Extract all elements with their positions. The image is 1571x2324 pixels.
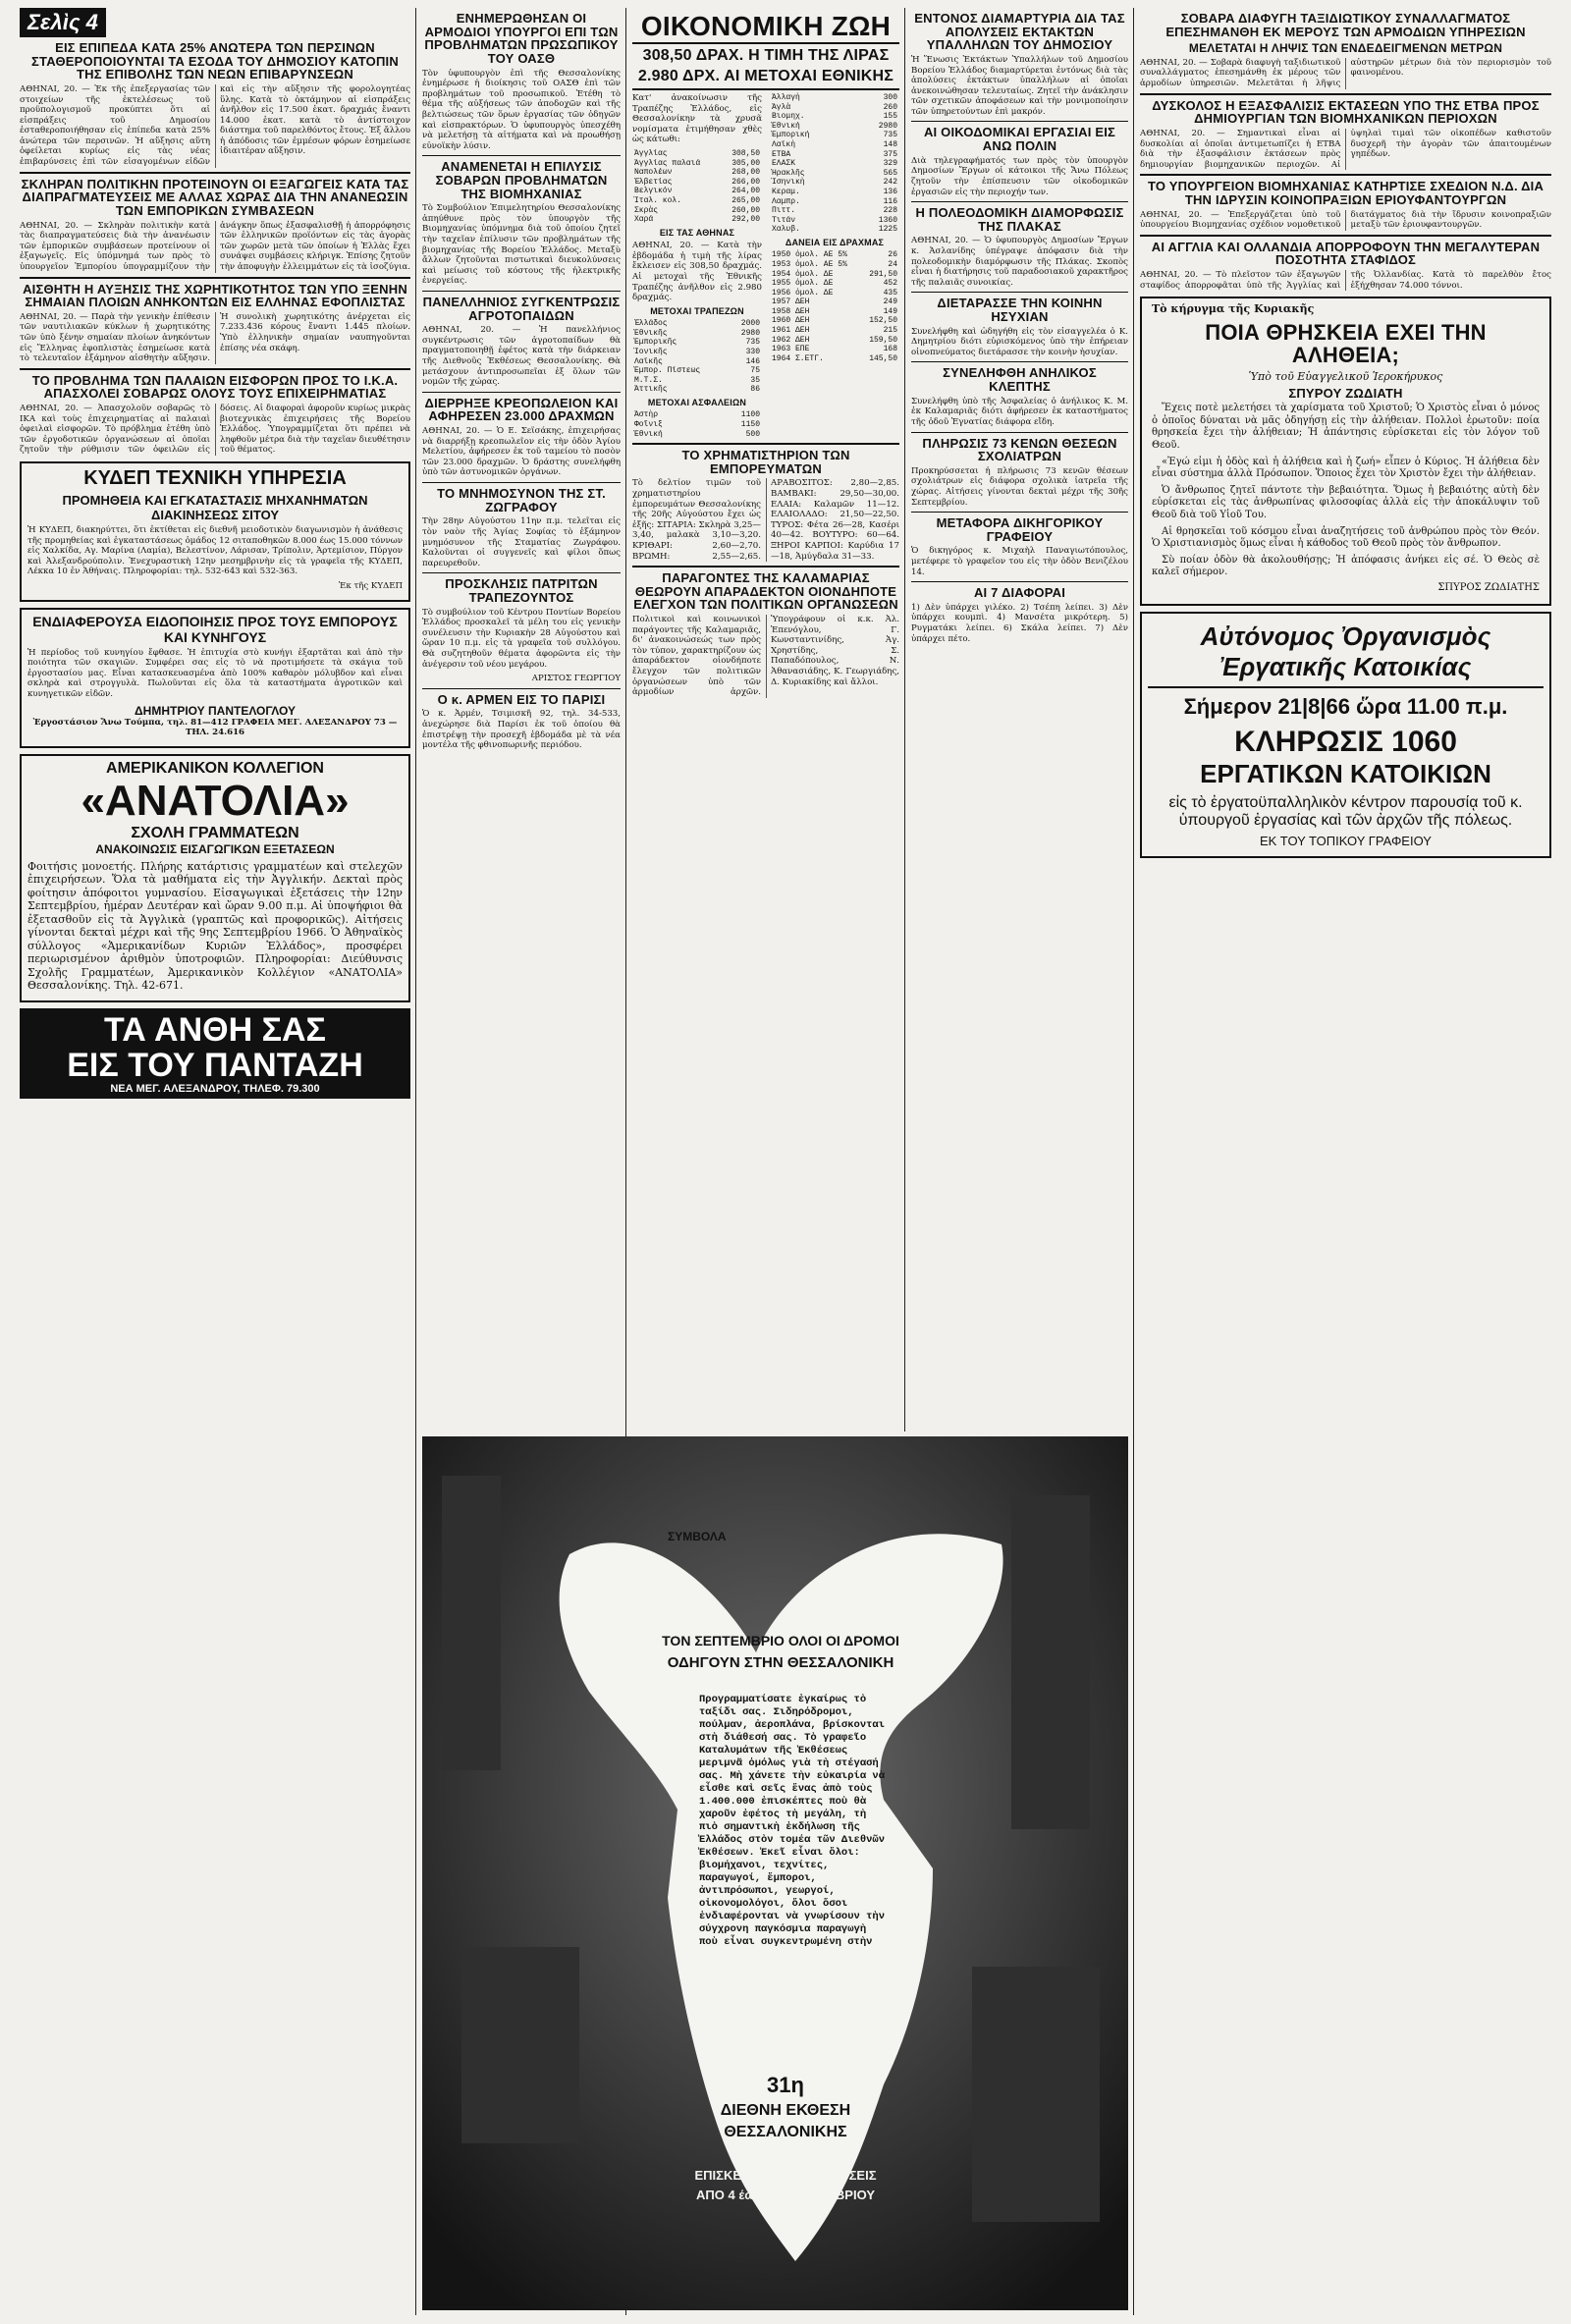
- rate-label: Φοῖνιξ: [634, 419, 663, 429]
- rate-label: Ἰσηνικὴ: [772, 178, 805, 188]
- article-text: Τὸ Συμβούλιον Ἐπιμελητηρίου Θεσσαλονίκης ἀπηύθυνε πρὸς τὸν ὑπουργὸν τῆς Βιομηχανίας ὑπόμνημα διὰ τοῦ ὁποίου ζητεῖ τὴν ταχεῖαν ἐπίλυσιν τῶν προβλημάτων τῆς βιομηχανίας τῆς Βορείου Ἑλλάδος. Μεταξὺ ἄλλων ζητοῦνται πιστωτικαὶ διευκολύνσεις καὶ μείωσις τοῦ κόστους τῆς ἠλεκτρικῆς ἐνεργείας.: [422, 203, 621, 287]
- table-row: [770, 93, 899, 103]
- rate-label: 1954 ὁμολ. ΔΕ: [772, 269, 834, 279]
- rate-label: Κεραμ.: [772, 187, 800, 196]
- fair-dates: ΑΠΟ 4 έως 25 ΣΕΠΤΕΜΒΡΙΟΥ: [695, 2188, 876, 2202]
- rate-value: 136: [883, 187, 897, 196]
- table-row: [770, 131, 899, 140]
- article-text: ΑΘΗΝΑΙ, 20. — Ἡ πανελλήνιος συγκέντρωσις τῶν ἀγροτοπαίδων θὰ πραγματοποιηθῇ ἐφέτος κατὰ τὴν διάρκειαν τῆς Διεθνοῦς Ἐκθέσεως Θεσσαλονίκης. Θὰ μετάσχουν ἀντιπροσωπεῖαι ἐξ ὅλων τῶν νομῶν τῆς χώρας.: [422, 325, 621, 388]
- rate-value: 260: [883, 102, 897, 112]
- rate-label: 1950 ὁμολ. ΑΕ 5%: [772, 250, 847, 260]
- headline: ΜΕΤΑΦΟΡΑ ΔΙΚΗΓΟΡΙΚΟΥ ΓΡΑΦΕΙΟΥ: [936, 515, 1104, 544]
- divider: [1140, 235, 1551, 237]
- headline: ΤΟ ΧΡΗΜΑΤΙΣΤΗΡΙΟΝ ΤΩΝ ΕΜΠΟΡΕΥΜΑΤΩΝ: [681, 448, 850, 476]
- fair-name: ΔΙΕΘΝΗ ΕΚΘΕΣΗ: [720, 2102, 851, 2119]
- rate-label: Ἑλβετίας: [634, 177, 673, 187]
- table-row: [632, 319, 762, 329]
- table-row: [770, 270, 899, 280]
- table-row: [632, 420, 762, 430]
- rate-label: ΕΛΑΣΚ: [772, 159, 796, 169]
- ad-body: Φοιτήσις μονοετής. Πλήρης κατάρτισις γραμματέων καὶ στελεχῶν ἐπιχειρήσεων. Ὅλα τὰ μαθήματα εἰς τὴν Ἀγγλικήν. Δεκταὶ πρὸς φοίτησιν ἀπόφοιτοι γυμνασίου. Εἰσαγωγικαὶ ἐξετάσεις τὴν 12ην Σεπτεμβρίου, ἡμέραν Δευτέραν καὶ ὥραν 9.00 π.μ. Αἱ ὑποψήφιοι θὰ ἐξετασθοῦν εἰς τὰ Ἀγγλικὰ (γραπτῶς καὶ προφορικῶς). Αἰτήσεις γίνονται δεκταὶ μέχρι καὶ τῆς 9ης Σεπτεμβρίου 1966. Ὁ Ἀθηναϊκὸς σύλλογος «Ἀμερικανίδων Κυριῶν Ἑλλάδος», προσφέρει περιωρισμένον ἀριθμὸν ὑποτροφιῶν. Πληροφορίαι: Διεύθυνσις Σχολῆς Γραμματέων, Ἀμερικανικὸν Κολλέγιον «ΑΝΑΤΟΛΙΑ» Θεσσαλονίκης. Τηλ. 42-671.: [27, 859, 403, 993]
- divider: [911, 361, 1128, 362]
- fair-number: 31η: [767, 2073, 804, 2097]
- table-row: [632, 215, 762, 225]
- rate-value: 75: [750, 366, 760, 376]
- headline: ΔΙΕΡΡΗΞΕ ΚΡΕΟΠΩΛΕΙΟΝ ΚΑΙ ΑΦΗΡΕΣΕΝ 23.000 ΔΡΑΧΜΩΝ: [424, 395, 619, 424]
- headline: ΣΟΒΑΡΑ ΔΙΑΦΥΓΗ ΤΑΞΙΔΙΩΤΙΚΟΥ ΣΥΝΑΛΛΑΓΜΑΤΟΣ ΕΠΕΣΗΜΑΝΘΗ ΕΚ ΜΕΡΟΥΣ ΤΩΝ ΑΡΜΟΔΙΩΝ ΥΠΗΡΕΣΙΩΝ: [1165, 11, 1526, 39]
- headline: ΕΝΤΟΝΟΣ ΔΙΑΜΑΡΤΥΡΙΑ ΔΙΑ ΤΑΣ ΑΠΟΛΥΣΕΙΣ ΕΚΤΑΚΤΩΝ ΥΠΑΛΛΗΛΩΝ ΤΟΥ ΔΗΜΟΣΙΟΥ: [914, 11, 1125, 53]
- rate-label: Βιομηχ.: [772, 112, 805, 122]
- article-text: Ἡ Ἕνωσις Ἐκτάκτων Ὑπαλλήλων τοῦ Δημοσίου Βορείου Ἑλλάδος διαμαρτύρεται ἐντόνως διὰ τὰς ἀπολύσεις ἐκτάκτων ὑπαλλήλων αἱ ὁποῖαι ἀνεκοινώθησαν τελευταίως. Ζητεῖ τὴν ἀνάκλησιν τῶν σχετικῶν ἀποφάσεων καὶ τὴν μονιμοποίησιν τῶν ὑπηρετούντων ἐπὶ μακρόν.: [911, 54, 1128, 117]
- gold-rates: [632, 93, 762, 439]
- rate-label: Λαμπρ.: [772, 196, 800, 206]
- divider: [1140, 174, 1551, 176]
- table-row: [632, 196, 762, 206]
- table-row: [770, 250, 899, 260]
- ad-line: Ἐργατικῆς Κατοικίας: [1148, 652, 1544, 688]
- rate-label: Μ.Τ.Σ.: [634, 375, 663, 385]
- rate-value: 24: [888, 259, 897, 269]
- table-row: [770, 297, 899, 307]
- table-row: [770, 279, 899, 289]
- ad-title: ΕΝΔΙΑΦΕΡΟΥΣΑ ΕΙΔΟΠΟΙΗΣΙΣ ΠΡΟΣ ΤΟΥΣ ΕΜΠΟΡΟΥΣ ΚΑΙ ΚΥΝΗΓΟΥΣ: [32, 613, 398, 645]
- divider: [911, 512, 1128, 513]
- ad-school: ΣΧΟΛΗ ΓΡΑΜΜΑΤΕΩΝ: [131, 824, 299, 841]
- headline: Ο κ. ΑΡΜΕΝ ΕΙΣ ΤΟ ΠΑΡΙΣΙ: [437, 691, 606, 707]
- rate-value: 145,50: [869, 353, 897, 363]
- sermon-box: [1140, 297, 1551, 605]
- rate-label: 1957 ΔΕΗ: [772, 297, 810, 307]
- headline: ΔΥΣΚΟΛΟΣ Η ΕΞΑΣΦΑΛΙΣΙΣ ΕΚΤΑΣΕΩΝ ΥΠΟ ΤΗΣ ΕΤΒΑ ΠΡΟΣ ΔΗΜΙΟΥΡΓΙΑΝ ΤΩΝ ΒΙΟΜΗΧΑΝΙΚΩΝ ΠΕΡΙΟΧΩΝ: [1152, 97, 1540, 127]
- rates-block: [632, 93, 899, 439]
- article-text: Ὁ δικηγόρος κ. Μιχαὴλ Παναγιωτόπουλος, μετέφερε τὸ γραφεῖον του εἰς τὴν ὁδὸν Βενιζέλου 14.: [911, 546, 1128, 577]
- fair-logo: ΣΥΜΒΟΛΑ: [668, 1530, 727, 1543]
- table-row: [770, 326, 899, 336]
- rate-label: Ἐθνικῆς: [634, 328, 668, 338]
- rate-label: Πιττ.: [772, 206, 796, 216]
- rate-value: 1150: [740, 419, 760, 429]
- article-text: ΑΘΗΝΑΙ, 20. — Σημαντικαὶ εἶναι αἱ δυσκολίαι αἱ ὁποῖαι ἀντιμετωπίζει ἡ ΕΤΒΑ διὰ τὴν ἐξασφάλισιν ἐκτάσεων πρὸς δημιουργίαν βιομηχανικῶν περιοχῶν. Αἱ ὑψηλαὶ τιμαὶ τῶν οἰκοπέδων καθιστοῦν δυσχερῆ τὴν ἀγορὰν τῶν ἀπαιτουμένων γηπέδων.: [1140, 128, 1551, 170]
- headline: ΠΡΟΣΚΛΗΣΙΣ ΠΑΤΡΙΤΩΝ ΤΡΑΠΕΖΟΥΝΤΟΣ: [445, 576, 598, 605]
- rate-label: Ἐμπορική: [772, 131, 810, 140]
- headline: ΑΙ ΑΓΓΛΙΑ ΚΑΙ ΟΛΛΑΝΔΙΑ ΑΠΟΡΡΟΦΟΥΝ ΤΗΝ ΜΕΓΑΛΥΤΕΡΑΝ ΠΟΣΟΤΗΤΑ ΣΤΑΦΙΔΟΣ: [1151, 239, 1541, 268]
- table-row: [770, 188, 899, 197]
- divider: [422, 688, 621, 689]
- table-row: [632, 168, 762, 178]
- table-row: [770, 316, 899, 326]
- rate-label: 1961 ΔΕΗ: [772, 326, 810, 336]
- table-row: [770, 159, 899, 169]
- sermon-title: ΠΟΙΑ ΘΡΗΣΚΕΙΑ ΕΧΕΙ ΤΗΝ ΑΛΗΘΕΙΑ;: [1205, 319, 1487, 367]
- rate-label: Ἀγγλίας: [634, 148, 668, 158]
- table-row: [632, 357, 762, 367]
- rate-value: 26: [888, 250, 897, 260]
- divider: [422, 392, 621, 393]
- rate-value: 35: [750, 375, 760, 385]
- rate-value: 292,00: [731, 215, 760, 225]
- rate-value: 268,00: [731, 168, 760, 178]
- housing-lottery-ad: [1140, 612, 1551, 858]
- article-text: Συνελήφθη ὑπὸ τῆς Ἀσφαλείας ὁ ἀνήλικος Κ. Μ. ἐκ Καλαμαριᾶς διότι ἀφήρεσεν ἐκ καταστήματος τῆς ὁδοῦ Ἐγνατίας διάφορα εἴδη.: [911, 396, 1128, 427]
- ad-body: Ἡ ΚΥΔΕΠ, διακηρύττει, ὅτι ἐκτίθεται εἰς διεθνῆ μειοδοτικὸν διαγωνισμὸν ἡ ἀνάθεσις τῆς προμηθείας καὶ ἐγκαταστάσεως ὁμάδος 12 σιταποθηκῶν 8.000 έως 15.000 τόννων εἰς Χαλκίδα, Αγ. Μαρίνα (Λαμία), Βελεστίνον, Λάρισαν, Τρίπολιν, Ἀρτεμίσιον, Πύργον καὶ Ἀλεξανδρούπολιν. Ἐνεχυραστικὴ 12ην μεσημβρινὴν εἰς τὰ γραφεῖα τῆς ΚΥΔΕΠ, Λέκκα 10 ἐν Ἀθήναις. Πληροφορίαι: τηλ. 532-643 καὶ 532-363.: [27, 525, 403, 577]
- headline: Η ΠΟΛΕΟΔΟΜΙΚΗ ΔΙΑΜΟΡΦΩΣΙΣ ΤΗΣ ΠΛΑΚΑΣ: [915, 205, 1124, 234]
- fair-footer: ΕΠΙΣΚΕΦΘΕΙΤΕ ΤΗΝ ΚΑΙ ΣΕΙΣ: [694, 2168, 877, 2183]
- table-row: [770, 122, 899, 132]
- rate-label: 1955 ὁμολ. ΔΕ: [772, 279, 834, 289]
- headline: ΑΙ 7 ΔΙΑΦΟΡΑΙ: [973, 585, 1066, 601]
- ad-address: Ἐργοστάσιον Ἄνω Τούμπα, τηλ. 81—412 ΓΡΑΦΕΙΑ ΜΕΓ. ΑΛΕΞΑΝΔΡΟΥ 73 — ΤΗΛ. 24.616: [32, 717, 398, 738]
- rate-value: 86: [750, 385, 760, 395]
- sermon-kicker: Τὸ κήρυγμα τῆς Κυριακῆς: [1152, 302, 1315, 316]
- article-text: Πολιτικοὶ καὶ κοινωνικοὶ παράγοντες τῆς Καλαμαριᾶς, δι' ἀνακοινώσεώς των πρὸς τὸν τύπον, χαρακτηρίζουν ὡς ἀπαράδεκτον οἱονδήποτε ἔλεγχον τῶν πολιτικῶν ὀργανώσεων ὑπὸ τῶν ἀρμοδίων ἀρχῶν. Ὑπογράφουν οἱ κ.κ. Ἀλ. Ἐπενόγλου, Γ. Κωνσταντινίδης, Ἀγ. Χρηστίδης, Σ. Παπαδόπουλος, Ν. Ἀθανασιάδης, Κ. Γεωργιάδης, Δ. Κυριακίδης καὶ ἄλλοι.: [632, 615, 899, 698]
- insurance-table: [632, 410, 762, 439]
- rate-value: 565: [883, 168, 897, 178]
- table-row: [632, 206, 762, 216]
- rate-value: 300: [883, 92, 897, 102]
- headline: ΤΟ ΠΡΟΒΛΗΜΑ ΤΩΝ ΠΑΛΑΙΩΝ ΕΙΣΦΟΡΩΝ ΠΡΟΣ ΤΟ Ι.Κ.Α. ΑΠΑΣΧΟΛΕΙ ΣΟΒΑΡΩΣ ΟΛΟΥΣ ΤΟΥΣ ΕΠΙΧΕΙΡΗΜΑΤΙΑΣ: [31, 372, 399, 402]
- table-row: [770, 178, 899, 188]
- ad-company: ΔΗΜΗΤΡΙΟΥ ΠΑΝΤΕΛΟΓΛΟΥ: [135, 703, 296, 718]
- rate-label: Ἐμπορ. Πίστεως: [634, 366, 701, 376]
- rate-value: 152,50: [869, 316, 897, 326]
- column-rule: [904, 8, 905, 1432]
- divider: [422, 572, 621, 573]
- table-row: [632, 366, 762, 376]
- headline: ΤΟ ΜΝΗΜΟΣΥΝΟΝ ΤΗΣ ΣΤ. ΖΩΓΡΑΦΟΥ: [437, 486, 606, 514]
- column-rule: [415, 8, 416, 2315]
- divider: [632, 443, 899, 445]
- table-row: [632, 338, 762, 348]
- table-row: [770, 345, 899, 354]
- headline: ΣΥΝΕΛΗΦΘΗ ΑΝΗΛΙΚΟΣ ΚΛΕΠΤΗΣ: [943, 365, 1097, 395]
- headline: ΕΙΣ ΕΠΙΠΕΔΑ ΚΑΤΑ 25% ΑΝΩΤΕΡΑ ΤΩΝ ΠΕΡΣΙΝΩΝ ΣΤΑΘΕΡΟΠΟΙΟΥΝΤΑΙ ΤΑ ΕΣΟΔΑ ΤΟΥ ΔΗΜΟΣΙΟΥ ΚΑΤΟΠΙΝ ΤΗΣ ΕΠΙΒΟΛΗΣ ΤΩΝ ΝΕΩΝ ΕΠΙΒΑΡΥΝΣΕΩΝ: [31, 40, 399, 82]
- rate-label: 1960 ΔΕΗ: [772, 316, 810, 326]
- rate-value: 264,00: [731, 187, 760, 196]
- newspaper-page: [20, 8, 1551, 2315]
- stock-rates: [770, 93, 899, 439]
- rate-value: 168: [883, 345, 897, 354]
- rate-label: Ἀττικῆς: [634, 385, 668, 395]
- column-rule: [1133, 8, 1134, 2315]
- rate-label: Ἑλλάδος: [634, 319, 668, 329]
- rate-value: 215: [883, 326, 897, 336]
- ad-body: Ἡ περίοδος τοῦ κυνηγίου ἔφθασε. Ἡ ἐπιτυχία στὸ κυνήγι ἐξαρτᾶται καὶ ἀπὸ τὴν ποιότητα τῶν σκαγιῶν. Συμφέρει σας εἰς τὸ νὰ προτιμήσετε τὰ σκάγια τοῦ ἐργοστασίου μας. Εἶναι κατασκευασμένα ἀπὸ 100% καθαρὸν μόλυβδον καὶ εἶναι σκληρὰ καὶ στρογγυλὰ. Πωλοῦνται εἰς ὅλα τὰ καταστήματα ἀγροτικῶν καὶ κυνηγετικῶν εἰδῶν.: [27, 647, 403, 699]
- stocks-table: [770, 93, 899, 235]
- rate-label: Ἀγγλίας παλαιά: [634, 158, 701, 168]
- article-text: ΑΘΗΝΑΙ, 20. — Ὁ ὑφυπουργὸς Δημοσίων Ἔργων κ. Ἀσλανίδης ὑπέγραψε ἀπόφασιν διὰ τὴν πολεοδομικὴν διαμόρφωσιν τῆς Πλάκας. Σκοπὸς εἶναι ἡ διατήρησις τοῦ παραδοσιακοῦ χαρακτῆρος τῆς παλαιᾶς συνοικίας.: [911, 236, 1128, 288]
- rate-value: 249: [883, 297, 897, 307]
- divider: [20, 172, 410, 174]
- rate-label: Τιτάν: [772, 215, 796, 225]
- rate-label: 1953 ὁμολ. ΑΕ 5%: [772, 259, 847, 269]
- rate-value: 2980: [740, 328, 760, 338]
- masthead: [20, 8, 410, 37]
- rate-label: Λαϊκὴ: [772, 139, 796, 149]
- sermon-paragraph: Ἔχεις ποτὲ μελετήσει τὰ χαρίσματα τοῦ Χριστοῦ; Ὁ Χριστὸς εἶναι ὁ μόνος ὁ ὁποῖος δύναται νὰ μᾶς ὁδηγήσῃ εἰς τὴν ἀλήθειαν. Πολλοὶ ἐρωτοῦν: ποία θρησκεία ἔχει τὴν ἀλήθειαν; Ἡ ἀπάντησις εὑρίσκεται εἰς τὸν λόγον τοῦ Θεοῦ.: [1152, 403, 1540, 452]
- rate-label: Ἐμπορικῆς: [634, 338, 677, 348]
- rate-label: ΕΤΒΑ: [772, 149, 791, 159]
- headline: ΑΙ ΟΙΚΟΔΟΜΙΚΑΙ ΕΡΓΑΣΙΑΙ ΕΙΣ ΑΝΩ ΠΟΛΙΝ: [923, 125, 1116, 154]
- rate-value: 155: [883, 112, 897, 122]
- rate-value: 146: [745, 356, 760, 366]
- rate-label: Ἐθνική: [772, 121, 800, 131]
- rate-label: 1962 ΔΕΗ: [772, 335, 810, 345]
- rate-value: 308,50: [731, 148, 760, 158]
- table-row: [632, 376, 762, 386]
- rate-value: 330: [745, 347, 760, 356]
- headline: ΠΑΝΕΛΛΗΝΙΟΣ ΣΥΓΚΕΝΤΡΩΣΙΣ ΑΓΡΟΤΟΠΑΙΔΩΝ: [422, 294, 621, 323]
- article-text: Τὸν ὑφυπουργὸν ἐπὶ τῆς Θεσσαλονίκης ἐνημέρωσε ἡ διοίκησις τοῦ ΟΑΣΘ ἐπὶ τῶν προβλημάτων τοῦ προσωπικοῦ. Ἐτέθη τὸ θέμα τῆς αὐξήσεως τῶν ἀποδοχῶν καὶ τῆς βελτιώσεως τῶν ὅρων ἐργασίας τῶν ὁδηγῶν καὶ εἰσπρακτόρων. Ὁ ὑφυπουργὸς ὑπεσχέθη νὰ μελετήσῃ τὰ αἰτήματα καὶ νὰ προωθήσῃ εὐνοϊκὴν λύσιν.: [422, 68, 621, 151]
- rate-label: 1963 ΕΠΕ: [772, 345, 810, 354]
- rate-value: 1225: [878, 225, 897, 235]
- rate-value: 735: [883, 131, 897, 140]
- rate-value: 228: [883, 206, 897, 216]
- ad-line: Αὐτόνομος Ὀργανισμὸς: [1200, 621, 1491, 651]
- rate-label: Ἀγλὰ: [772, 102, 791, 112]
- table-row: [632, 159, 762, 169]
- rate-value: 116: [883, 196, 897, 206]
- article-text: 1) Δὲν ὑπάρχει γιλέκο. 2) Τσέπη λείπει. 3) Δὲν ὑπάρχει κουμπὶ. 4) Μανσέτα μικρότερη. 5) Ρυγματάκι λείπει. 6) Σκάλα λείπει. 7) Δὲν ὑπάρχει πέτο.: [911, 602, 1128, 644]
- divider: [911, 201, 1128, 202]
- ad-title: ΚΥΔΕΠ ΤΕΧΝΙΚΗ ΥΠΗΡΕΣΙΑ: [83, 467, 347, 490]
- divider: [632, 566, 899, 567]
- table-row: [770, 307, 899, 317]
- table-row: [632, 178, 762, 188]
- rate-label: Ἐθνική: [634, 429, 663, 439]
- sermon-paragraph: Σὺ ποίαν ὁδὸν θὰ ἀκολουθήσῃς; Ἡ ἀπόφασις ἀνήκει εἰς σέ. Ὁ Θεὸς σὲ καλεῖ σήμερον.: [1152, 554, 1540, 578]
- table-row: [770, 336, 899, 346]
- divider: [20, 368, 410, 370]
- rate-value: 735: [745, 338, 760, 348]
- ad-signature: ΕΚ ΤΟΥ ΤΟΠΙΚΟΥ ΓΡΑΦΕΙΟΥ: [1260, 833, 1432, 848]
- ad-body: εἰς τὸ ἐργατοϋπαλληλικὸν κέντρον παρουσίᾳ τοῦ κ. ὑπουργοῦ ἐργασίας καὶ τῶν ἀρχῶν τῆς πόλεως.: [1168, 793, 1523, 829]
- ad-line: ΚΛΗΡΩΣΙΣ 1060: [1234, 725, 1457, 758]
- article-text: ΑΘΗΝΑΙ, 20. — Ἐπεξεργάζεται ὑπὸ τοῦ ὑπουργείου Βιομηχανίας σχέδιον νομοθετικοῦ διατάγματος διὰ τὴν ἵδρυσιν κοινοπραξιῶν μεταξὺ τῶν ἐριουφαντουργῶν.: [1140, 209, 1551, 231]
- article-text: ΑΘΗΝΑΙ, 20. — Σοβαρὰ διαφυγὴ ταξιδιωτικοῦ συναλλάγματος ἐπεσημάνθη ἐκ μέρους τῶν ἁρμοδίων ὑπηρεσιῶν. Μελετᾶται ἡ λῆψις αὐστηρῶν μέτρων διὰ τὸν περιορισμὸν τοῦ φαινομένου.: [1140, 57, 1551, 89]
- divider: [422, 482, 621, 483]
- rate-value: 266,00: [731, 177, 760, 187]
- column-right: [1140, 8, 1551, 2315]
- headline: ΑΝΑΜΕΝΕΤΑΙ Η ΕΠΙΛΥΣΙΣ ΣΟΒΑΡΩΝ ΠΡΟΒΛΗΜΑΤΩΝ ΤΗΣ ΒΙΟΜΗΧΑΝΙΑΣ: [435, 159, 608, 201]
- column-second: [422, 8, 621, 1402]
- divider: [911, 292, 1128, 293]
- ad-line: ΕΙΣ ΤΟΥ ΠΑΝΤΑΖΗ: [67, 1046, 363, 1084]
- article-text: ΑΘΗΝΑΙ, 20. — Ὁ Ε. Σεϊσάκης, ἐπιχειρήσας νὰ διαρρήξῃ κρεοπωλεῖον εἰς τὴν ὁδὸν Ἀγίου Μελετίου, ἀφήρεσεν ἐκ τοῦ ταμείου τὸ ποσὸν τῶν 23.000 δραχμῶν. Ὁ δράστης συνελήφθη ὑπὸ τῶν ἀστυνομικῶν ὀργάνων.: [422, 426, 621, 478]
- rate-value: 148: [883, 139, 897, 149]
- table-row: [770, 103, 899, 113]
- headline: ΠΛΗΡΩΣΙΣ 73 ΚΕΝΩΝ ΘΕΣΕΩΝ ΣΧΟΛΙΑΤΡΩΝ: [922, 435, 1117, 464]
- rate-value: 2000: [740, 319, 760, 329]
- table-row: [770, 150, 899, 160]
- rate-label: 1956 ὁμολ. ΔΕ: [772, 288, 834, 297]
- table-row: [632, 329, 762, 339]
- ad-line: ΤΑ ΑΝΘΗ ΣΑΣ: [104, 1010, 326, 1049]
- headline: ΔΙΕΤΑΡΑΣΣΕ ΤΗΝ ΚΟΙΝΗΝ ΗΣΥΧΙΑΝ: [937, 296, 1103, 325]
- kydep-ad: [20, 461, 410, 602]
- table-row: [632, 430, 762, 440]
- rates-subhead: ΕΙΣ ΤΑΣ ΑΘΗΝΑΣ: [659, 227, 735, 238]
- table-row: [632, 385, 762, 395]
- sermon-paragraph: «Ἐγώ εἰμι ἡ ὁδὸς καὶ ἡ ἀλήθεια καὶ ἡ ζωή» εἶπεν ὁ Κύριος. Ἡ ἀλήθεια δὲν εἶναι σύστημα ἀλλὰ Πρόσωπον. Ὅποιος ἔχει τὸν Χριστὸν ἔχει τὴν ἀλήθειαν.: [1152, 456, 1540, 480]
- sermon-paragraph: Αἱ θρησκεῖαι τοῦ κόσμου εἶναι ἀναζητήσεις τοῦ ἀνθρώπου πρὸς τὸν Θεόν. Ὁ Χριστιανισμὸς ὅμως εἶναι ἡ κάθοδος τοῦ Θεοῦ πρὸς τὸν ἄνθρωπον.: [1152, 525, 1540, 550]
- rate-label: Σκρὰς: [634, 205, 659, 215]
- rate-value: 265,00: [731, 195, 760, 205]
- table-row: [770, 112, 899, 122]
- table-row: [770, 197, 899, 207]
- headline: ΕΝΗΜΕΡΩΘΗΣΑΝ ΟΙ ΑΡΜΟΔΙΟΙ ΥΠΟΥΡΓΟΙ ΕΠΙ ΤΩΝ ΠΡΟΒΛΗΜΑΤΩΝ ΠΡΩΣΩΠΙΚΟΥ ΤΟΥ ΟΑΣΘ: [424, 11, 619, 66]
- rate-value: 1100: [740, 410, 760, 420]
- article-text: ΑΘΗΝΑΙ, 20. — Ἐκ τῆς ἐπεξεργασίας τῶν στοιχείων τῆς ἐκτελέσεως τοῦ προϋπολογισμοῦ προκύπτει ὅτι αἱ εἰσπράξεις τοῦ Δημοσίου ἐσταθεροποιήθησαν εἰς ἐπίπεδα κατὰ 25% ἀνώτερα τῶν περσινῶν. Ἡ αὔξησις αὕτη ὀφείλεται κυρίως εἰς τὰς νέας ἐπιβαρύνσεις ἐπὶ τῶν εἰσαγομένων εἰδῶν καὶ εἰς τὴν αὔξησιν τῆς φορολογητέας ὕλης. Κατὰ τὸ ὀκτάμηνον αἱ εἰσπράξεις ἀνῆλθον εἰς 17.500 ἑκατ. δραχμάς ἔναντι 14.000 ἑκατ. κατὰ τὸ ἀντίστοιχον διάστημα τοῦ παρελθόντος ἔτους. Ἐξ ἄλλου ἡ ἀπόδοσις τῶν ἐμμέσων φόρων ἐσημείωσε ἰδιαιτέραν αὔξησιν.: [20, 83, 410, 168]
- table-row: [770, 289, 899, 298]
- anatolia-ad: [20, 754, 410, 1002]
- rate-label: Χαλυβ.: [772, 225, 800, 235]
- subheadline: ΜΕΛΕΤΑΤΑΙ Η ΛΗΨΙΣ ΤΩΝ ΕΝΔΕΔΕΙΓΜΕΝΩΝ ΜΕΤΡΩΝ: [1188, 41, 1503, 56]
- sermon-author: ΣΠΥΡΟΥ ΖΩΔΙΑΤΗ: [1288, 385, 1403, 401]
- headline: ΣΚΛΗΡΑΝ ΠΟΛΙΤΙΚΗΝ ΠΡΟΤΕΙΝΟΥΝ ΟΙ ΕΞΑΓΩΓΕΙΣ ΚΑΤΑ ΤΑΣ ΔΙΑΠΡΑΓΜΑΤΕΥΣΕΙΣ ΜΕ ΑΛΛΑΣ ΧΩΡΑΣ ΔΙΑ ΤΗΝ ΑΝΑΝΕΩΣΙΝ ΤΩΝ ΕΜΠΟΡΙΚΩΝ ΣΥΜΒΑΣΕΩΝ: [21, 176, 409, 218]
- column-economy: [632, 8, 899, 1422]
- rate-label: Ἰονικῆς: [634, 347, 668, 356]
- rate-value: 260,00: [731, 205, 760, 215]
- table-row: [770, 140, 899, 150]
- table-row: [770, 260, 899, 270]
- ad-address: ΝΕΑ ΜΕΓ. ΑΛΕΞΑΝΔΡΟΥ, ΤΗΛΕΦ. 79.300: [110, 1082, 320, 1095]
- rate-value: 452: [883, 279, 897, 289]
- rate-label: Βελγικόν: [634, 187, 673, 196]
- ad-date: Σήμερον 21|8|66 ὥρα 11.00 π.μ.: [1183, 693, 1508, 719]
- article-text: Προκηρύσσεται ἡ πλήρωσις 73 κενῶν θέσεων σχολιάτρων εἰς διάφορα σχολικὰ ἰατρεῖα τῆς χώρας. Αἰτήσεις γίνονται δεκταὶ μέχρι τῆς 30ῆς Σεπτεμβρίου.: [911, 465, 1128, 508]
- rate-label: 1964 Σ.ΕΤΓ.: [772, 353, 824, 363]
- rate-value: 375: [883, 149, 897, 159]
- divider: [911, 581, 1128, 582]
- section-subtitle: 2.980 ΔΡΧ. ΑΙ ΜΕΤΟΧΑΙ ΕΘΝΙΚΗΣ: [632, 69, 899, 90]
- divider: [422, 291, 621, 292]
- article-text: ΑΘΗΝΑΙ, 20. — Σκληρὰν πολιτικὴν κατὰ τὰς διαπραγματεύσεις διὰ τὴν ἀνανέωσιν τῶν ἐμπορικῶν συμβάσεων προτείνουν οἱ ἐξαγωγεῖς. Εἰς ὑπόμνημά των πρὸς τὸ ὑπουργεῖον Ἐμπορίου ὑπογραμμίζουν τὴν ἀνάγκην ὅπως ἐξασφαλισθῇ ἡ ἀπορρόφησις τῶν ἑλληνικῶν προϊόντων εἰς τὰς ἀγορὰς τῶν χωρῶν μετὰ τῶν ὁποίων ἡ Ἑλλὰς ἔχει συνάψει συμβάσεις κλήριγκ. Ἐπίσης ζητοῦν τὴν ἀποφυγὴν ἐλλειμμάτων εἰς τὰ ἰσοζύγια.: [20, 220, 410, 272]
- rate-value: 305,00: [731, 158, 760, 168]
- table-row: [770, 354, 899, 364]
- divider: [422, 155, 621, 156]
- rate-value: 329: [883, 159, 897, 169]
- table-row: [632, 410, 762, 420]
- headline: ΑΙΣΘΗΤΗ Η ΑΥΞΗΣΙΣ ΤΗΣ ΧΩΡΗΤΙΚΟΤΗΤΟΣ ΤΩΝ ΥΠΟ ΞΕΝΗΝ ΣΗΜΑΙΑΝ ΠΛΟΙΩΝ ΑΝΗΚΟΝΤΩΝ ΕΙΣ ΕΛΛΗΝΑΣ ΕΦΟΠΛΙΣΤΑΣ: [23, 281, 407, 310]
- article-text: Τὸ συμβούλιον τοῦ Κέντρου Ποντίων Βορείου Ἑλλάδος προσκαλεῖ τὰ μέλη του εἰς γενικὴν συνέλευσιν τὴν Κυριακὴν 28 Αὐγούστου καὶ ὥραν 10 π.μ. εἰς τὰ γραφεῖα τοῦ συλλόγου. Θὰ συζητηθοῦν θέματα ἀφορῶντα εἰς τὴν ἀνέγερσιν τοῦ νέου μεγάρου.: [422, 607, 621, 670]
- article-text: Διὰ τηλεγραφήματός των πρὸς τὸν ὑπουργὸν Δημοσίων Ἔργων οἱ κάτοικοι τῆς Ἄνω Πόλεως ζητοῦν τὴν ἐπίσπευσιν τῶν οἰκοδομικῶν ἐργασιῶν εἰς τὴν περιοχήν των.: [911, 155, 1128, 197]
- page-number-logo: Σελὶς 4: [20, 8, 106, 37]
- article-text: Ὁ κ. Ἀρμέν, Τσιμισκῆ 92, τηλ. 34-533, ἀνεχώρησε διὰ Παρίσι ἐκ τοῦ ὁποίου θὰ ἐπιστρέψῃ τὴν προσεχῆ ἑβδομάδα μὲ τὰ νέα μοντέλα τῆς φθινοπωρινῆς περιόδου.: [422, 709, 621, 751]
- headline: ΠΑΡΑΓΟΝΤΕΣ ΤΗΣ ΚΑΛΑΜΑΡΙΑΣ ΘΕΩΡΟΥΝ ΑΠΑΡΑΔΕΚΤΟΝ ΟΙΟΝΔΗΠΟΤΕ ΕΛΕΓΧΟΝ ΤΩΝ ΠΟΛΙΤΙΚΩΝ ΟΡΓΑΝΩΣΕΩΝ: [633, 570, 898, 613]
- divider: [20, 277, 410, 279]
- table-row: [632, 348, 762, 357]
- rate-label: 1958 ΔΕΗ: [772, 306, 810, 316]
- fair-headline: ΟΔΗΓΟΥΝ ΣΤΗΝ ΘΕΣΣΑΛΟΝΙΚΗ: [667, 1654, 894, 1671]
- table-row: [632, 187, 762, 196]
- trade-fair-ad: [422, 1436, 1128, 2310]
- article-signature: ΑΡΙΣΤΟΣ ΓΕΩΡΓΙΟΥ: [531, 674, 621, 684]
- rate-label: Λαϊκῆς: [634, 356, 663, 366]
- ad-announcement: ΑΝΑΚΟΙΝΩΣΙΣ ΕΙΣΑΓΩΓΙΚΩΝ ΕΞΕΤΑΣΕΩΝ: [95, 841, 335, 856]
- loans-table: [770, 250, 899, 363]
- rate-label: Χαρά: [634, 215, 654, 225]
- table-row: [770, 225, 899, 235]
- rates-intro: Κατ' ἀνακοίνωσιν τῆς Τραπέζης Ἑλλάδος, εἰς Θεσσαλονίκην τὰ χρυσᾶ νομίσματα ἐτιμήθησαν χθὲς ὡς κάτωθι:: [632, 92, 762, 145]
- table-row: [632, 149, 762, 159]
- ad-subtitle: ΠΡΟΜΗΘΕΙΑ ΚΑΙ ΕΓΚΑΤΑΣΤΑΣΙΣ ΜΗΧΑΝΗΜΑΤΩΝ ΔΙΑΚΙΝΗΣΕΩΣ ΣΙΤΟΥ: [62, 493, 368, 523]
- rate-value: 2980: [878, 121, 897, 131]
- fair-body: Προγραμματίσατε ἐγκαίρως τὸ ταξίδι σας. Σιδηρόδρομοι, πούλμαν, ἀεροπλάνα, βρίσκονται στὴ διάθεσή σας. Τὸ γραφεῖο Καταλυμάτων τῆς Ἐκθέσεως μεριμνᾶ ὁμόλως γιὰ τὴ στέγασή σας. Μὴ χάνετε τὴν εὐκαιρία νὰ εἶσθε καὶ σεῖς ἕνας ἀπὸ τοὺς 1.400.000 ἐπισκέπτες ποὺ θὰ χαροῦν ἐφέτος τὴ μεγάλη, τὴ πιὸ σημαντικὴ ἐκδήλωση τῆς Ἑλλάδος στὸν τομέα τῶν Διεθνῶν Ἐκθέσεων. Ἐκεῖ εἶναι ὅλοι: βιομήχανοι, τεχνίτες, παραγωγοί, ἔμποροι, ἀντιπρόσωποι, γεωργοί, οἰκονομολόγοι, ὅλοι ὅσοι ἐνδιαφέρονται νὰ γνωρίσουν τὴν σύγχρονη παγκόσμια παραγωγὴ ποὺ εἶναι συγκεντρωμένη στὴν: [699, 1694, 886, 1948]
- ad-line: ΕΡΓΑΤΙΚΩΝ ΚΑΤΟΙΚΙΩΝ: [1200, 758, 1491, 788]
- rate-label: Ἰταλ. κολ.: [634, 195, 682, 205]
- article-text: Τὸ δελτίον τιμῶν τοῦ χρηματιστηρίου ἐμπορευμάτων Θεσσαλονίκης τῆς 20ῆς Αὐγούστου ἔχει ὡς ἑξῆς: ΣΙΤΑΡΙΑ: Σκληρὰ 3,25—3,40, μαλακὰ 3,10—3,20. ΚΡΙΘΑΡΙ: 2,60—2,70. ΒΡΩΜΗ: 2,55—2,65. ΑΡΑΒΟΣΙΤΟΣ: 2,80—2,85. ΒΑΜΒΑΚΙ: 29,50—30,00. ΕΛΑΙΑ: Καλαμῶν 11—12. ΕΛΑΙΟΛΑΔΟ: 21,50—22,50. ΤΥΡΟΣ: Φέτα 26—28, Κασέρι 40—42. ΒΟΥΤΥΡΟ: 60—64. ΞΗΡΟΙ ΚΑΡΠΟΙ: Καρύδια 17—18, Ἀμύγδαλα 31—33.: [632, 478, 899, 562]
- rate-label: Ἡρακλῆς: [772, 168, 805, 178]
- article-text: Τὴν 28ην Αὐγούστου 11ην π.μ. τελεῖται εἰς τὸν ναὸν τῆς Ἁγίας Σοφίας τὸ ἑξάμηνον μνημόσυνον τῆς Σταματίας Ζωγράφου. Καλοῦνται οἱ συγγενεῖς καὶ φίλοι ὅπως παρευρεθοῦν.: [422, 516, 621, 568]
- ad-top: ΑΜΕΡΙΚΑΝΙΚΟΝ ΚΟΛΛΕΓΙΟΝ: [106, 759, 324, 777]
- rate-label: Ἀστὴρ: [634, 410, 659, 420]
- rates-subhead: ΜΕΤΟΧΑΙ ΑΣΦΑΛΕΙΩΝ: [647, 397, 747, 407]
- divider: [911, 432, 1128, 433]
- flowers-ad: [20, 1008, 410, 1099]
- gold-table: [632, 149, 762, 225]
- table-row: [770, 206, 899, 216]
- article-text: ΑΘΗΝΑΙ, 20. — Τὸ πλεῖστον τῶν ἐξαγωγῶν σταφίδος ἀπορροφᾶται ὑπὸ τῆς Ἀγγλίας καὶ τῆς Ὀλλανδίας. Κατὰ τὸ παρελθὸν ἔτος ἐξήχθησαν 74.000 τόννοι.: [1140, 270, 1551, 291]
- divider: [911, 121, 1128, 122]
- article-text: Συνελήφθη καὶ ὡδηγήθη εἰς τὸν εἰσαγγελέα ὁ Κ. Δημητρίου διότι εὑρισκόμενος ὑπὸ τὴν ἐπήρειαν οἰνοπνεύματος διετάρασσε τὴν κοινὴν ἡσυχίαν.: [911, 326, 1128, 357]
- rate-label: Ἀλλαγὴ: [772, 92, 800, 102]
- fair-headline: ΤΟΝ ΣΕΠΤΕΜΒΡΙΟ ΟΛΟΙ ΟΙ ΔΡΟΜΟΙ: [662, 1633, 899, 1648]
- hunters-ad: [20, 608, 410, 748]
- rates-subhead: ΔΑΝΕΙΑ ΕΙΣ ΔΡΑΧΜΑΣ: [785, 237, 885, 247]
- rates-text: ΑΘΗΝΑΙ, 20. — Κατὰ τὴν ἑβδομάδα ἡ τιμὴ τῆς λίρας ἔκλεισεν εἰς 308,50 δραχμάς. Αἱ μετοχαὶ τῆς Ἐθνικῆς Τραπέζης ἀνῆλθον εἰς 2.980 δραχμάς.: [632, 241, 762, 303]
- section-subtitle: 308,50 ΔΡΑΧ. Η ΤΙΜΗ ΤΗΣ ΛΙΡΑΣ: [642, 47, 890, 65]
- section-title: ΟΙΚΟΝΟΜΙΚΗ ΖΩΗ: [632, 12, 899, 44]
- ad-signature: Ἐκ τῆς ΚΥΔΕΠ: [339, 581, 403, 592]
- banks-table: [632, 319, 762, 395]
- article-text: ΑΘΗΝΑΙ, 20. — Παρὰ τὴν γενικὴν ἐπίθεσιν τῶν ναυτιλιακῶν κύκλων ἡ χωρητικότης τῶν ὑπὸ ξένην σημαίαν πλοίων ἀνηκόντων εἰς Ἕλληνας ἐφοπλιστὰς ἐσημείωσε κατὰ τὸ τελευταῖον ἑξάμηνον αἰσθητὴν αὔξησιν. Ἡ συνολικὴ χωρητικότης ἀνέρχεται εἰς 7.233.436 κόρους ἔναντι 1.445 πλοίων. Ὑπὸ ἑλληνικὴν σημαίαν ναυπηγοῦνται ἐπίσης νέα σκάφη.: [20, 311, 410, 364]
- divider: [1140, 93, 1551, 95]
- column-fourth: [911, 8, 1128, 1422]
- article-text: ΑΘΗΝΑΙ, 20. — Ἀπασχολοῦν σοβαρῶς τὸ ΙΚΑ καὶ τοὺς ἐπιχειρηματίας αἱ παλαιαὶ ὀφειλαὶ εἰσφορῶν. Τὸ πρόβλημα ἐτέθη ὑπὸ τῶν ἐργοδοτικῶν ὀργανώσεων αἱ ὁποῖαι ζητοῦν τὴν ρύθμισιν τῶν ὀφειλῶν εἰς δόσεις. Αἱ διαφοραὶ ἀφοροῦν κυρίως μικρὰς βιοτεχνικὰς ἐπιχειρήσεις τῆς Βορείου Ἑλλάδος. Ὑπογραμμίζεται ὅτι πρέπει νὰ ληφθοῦν μέτρα διὰ τὴν ταχεῖαν διευθέτησιν τοῦ θέματος.: [20, 404, 410, 456]
- rate-value: 435: [883, 288, 897, 297]
- sermon-byline: Ὑπὸ τοῦ Εὐαγγελικοῦ Ἱεροκήρυκος: [1248, 370, 1443, 384]
- rate-value: 242: [883, 178, 897, 188]
- fair-city: ΘΕΣΣΑΛΟΝΙΚΗΣ: [724, 2124, 847, 2140]
- rate-value: 500: [745, 429, 760, 439]
- column-left: [20, 8, 410, 2315]
- sermon-paragraph: Ὁ ἄνθρωπος ζητεῖ πάντοτε τὴν βεβαιότητα. Ὅμως ἡ βεβαιότης αὐτὴ δὲν εὑρίσκεται εἰς τὰς ἀνθρωπίνας φιλοσοφίας ἀλλὰ εἰς τὴν ἀποκάλυψιν τοῦ Θεοῦ διὰ τοῦ Υἱοῦ Του.: [1152, 484, 1540, 521]
- sermon-signature: ΣΠΥΡΟΣ ΖΩΔΙΑΤΗΣ: [1437, 581, 1540, 593]
- rates-subhead: ΜΕΤΟΧΑΙ ΤΡΑΠΕΖΩΝ: [650, 305, 744, 316]
- headline: ΤΟ ΥΠΟΥΡΓΕΙΟΝ ΒΙΟΜΗΧΑΝΙΑΣ ΚΑΤΗΡΤΙΣΕ ΣΧΕΔΙΟΝ Ν.Δ. ΔΙΑ ΤΗΝ ΙΔΡΥΣΙΝ ΚΟΙΝΟΠΡΑΞΙΩΝ ΕΡΙΟΥΦΑΝΤΟΥΡΓΩΝ: [1147, 179, 1544, 207]
- ad-college-name: «ΑΝΑΤΟΛΙΑ»: [81, 776, 350, 825]
- table-row: [770, 216, 899, 226]
- rate-value: 291,50: [869, 269, 897, 279]
- rate-value: 149: [883, 306, 897, 316]
- table-row: [770, 169, 899, 179]
- rate-value: 159,50: [869, 335, 897, 345]
- rate-value: 1360: [878, 215, 897, 225]
- rate-label: Ναπολέων: [634, 168, 673, 178]
